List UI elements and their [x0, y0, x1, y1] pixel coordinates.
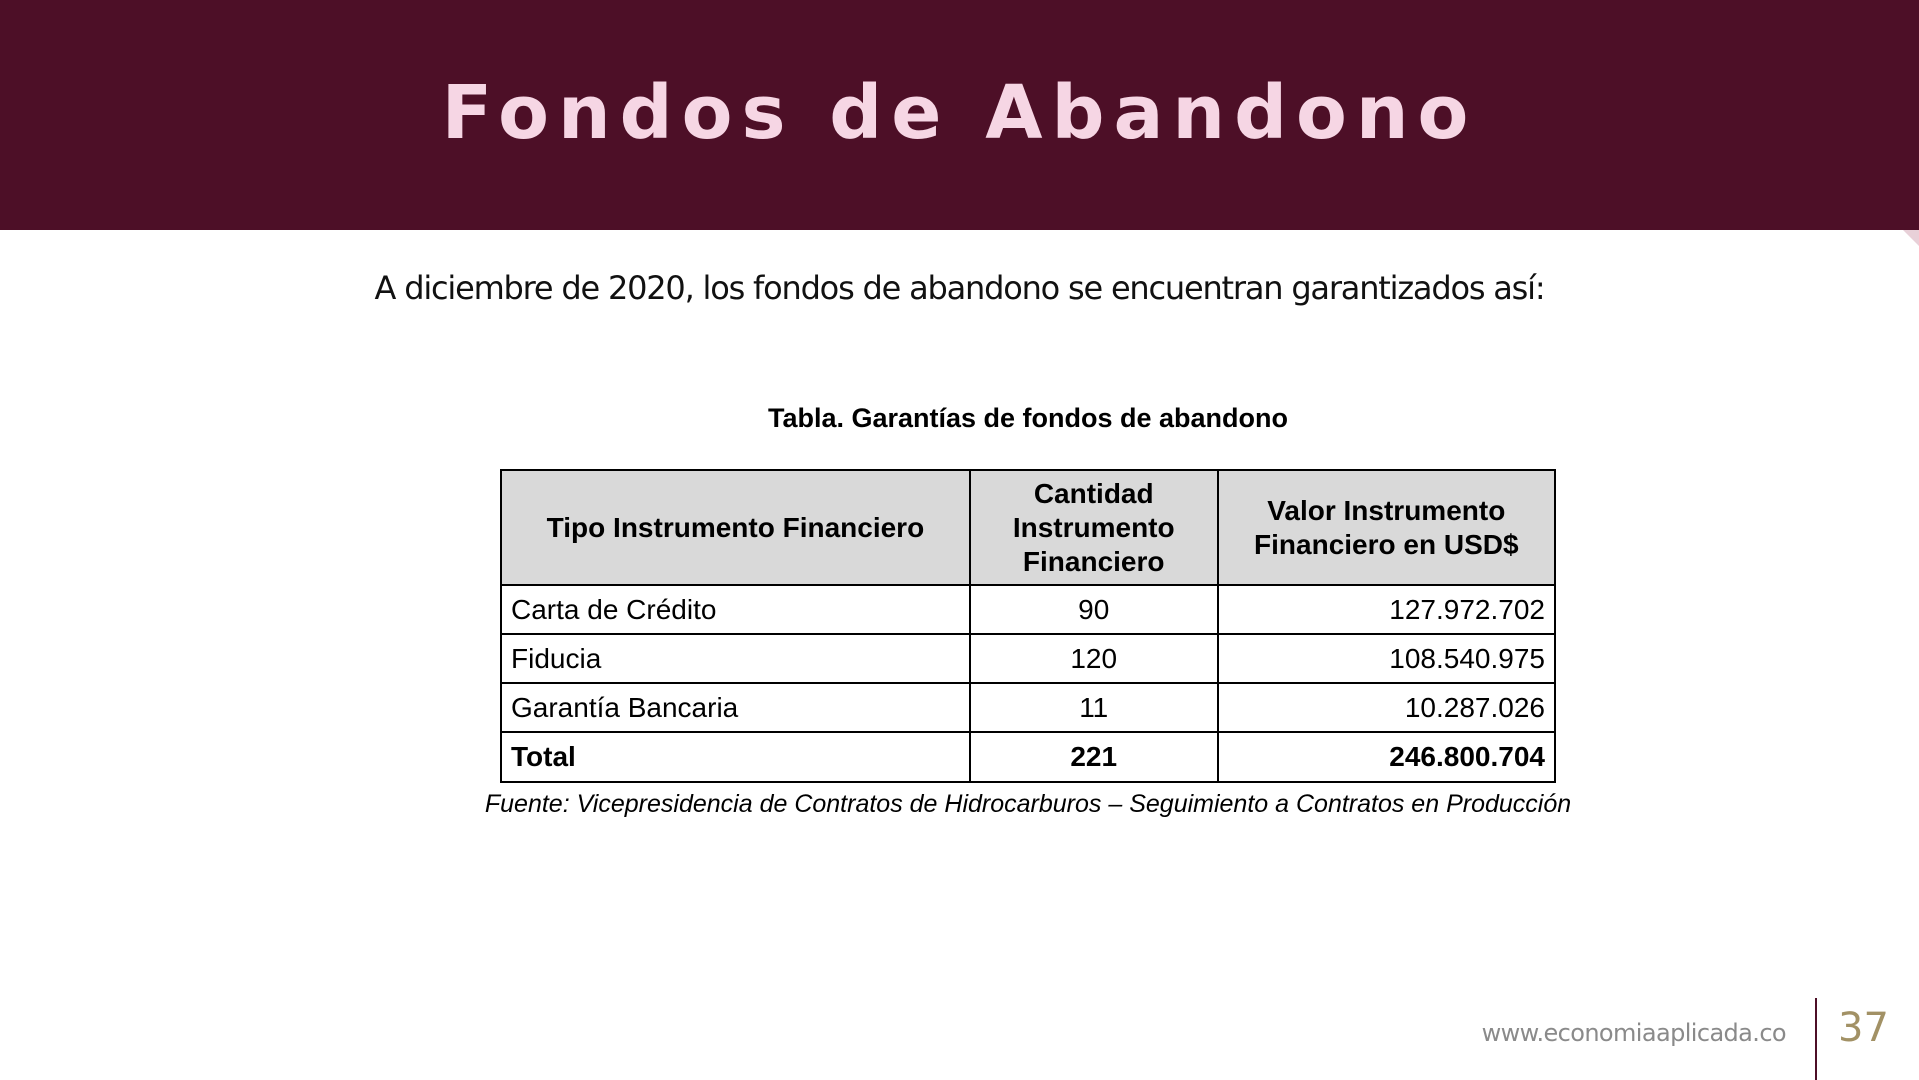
cell-quantity: 120	[970, 634, 1218, 683]
cell-quantity: 90	[970, 585, 1218, 634]
guarantees-table	[500, 469, 1556, 783]
total-quantity: 221	[970, 732, 1218, 782]
table-row	[501, 634, 1555, 683]
table-row	[501, 683, 1555, 732]
table-total-row	[501, 732, 1555, 782]
cell-type: Fiducia	[501, 634, 970, 683]
table-source-note: Fuente: Vicepresidencia de Contratos de Hidrocarburos – Seguimiento a Contratos en Producción	[484, 790, 1572, 818]
corner-fold-decoration	[1903, 230, 1919, 246]
total-value: 246.800.704	[1218, 732, 1555, 782]
table-caption: Tabla. Garantías de fondos de abandono	[767, 403, 1289, 433]
table-header-row	[501, 470, 1555, 585]
footer-url: www.economiaaplicada.co	[1481, 1019, 1786, 1047]
cell-quantity: 11	[970, 683, 1218, 732]
cell-value: 10.287.026	[1218, 683, 1555, 732]
header-quantity: Cantidad Instrumento Financiero	[970, 470, 1218, 585]
cell-type: Garantía Bancaria	[501, 683, 970, 732]
header-type: Tipo Instrumento Financiero	[501, 470, 970, 585]
page-number: 37	[1838, 1005, 1889, 1051]
cell-type: Carta de Crédito	[501, 585, 970, 634]
footer-divider	[1815, 998, 1817, 1080]
table-row	[501, 585, 1555, 634]
slide-subtitle: A diciembre de 2020, los fondos de abandono se encuentran garantizados así:	[374, 269, 1545, 307]
cell-value: 108.540.975	[1218, 634, 1555, 683]
slide-title: Fondos de Abandono	[441, 70, 1478, 156]
cell-value: 127.972.702	[1218, 585, 1555, 634]
total-label: Total	[501, 732, 970, 782]
header-value: Valor Instrumento Financiero en USD$	[1218, 470, 1555, 585]
